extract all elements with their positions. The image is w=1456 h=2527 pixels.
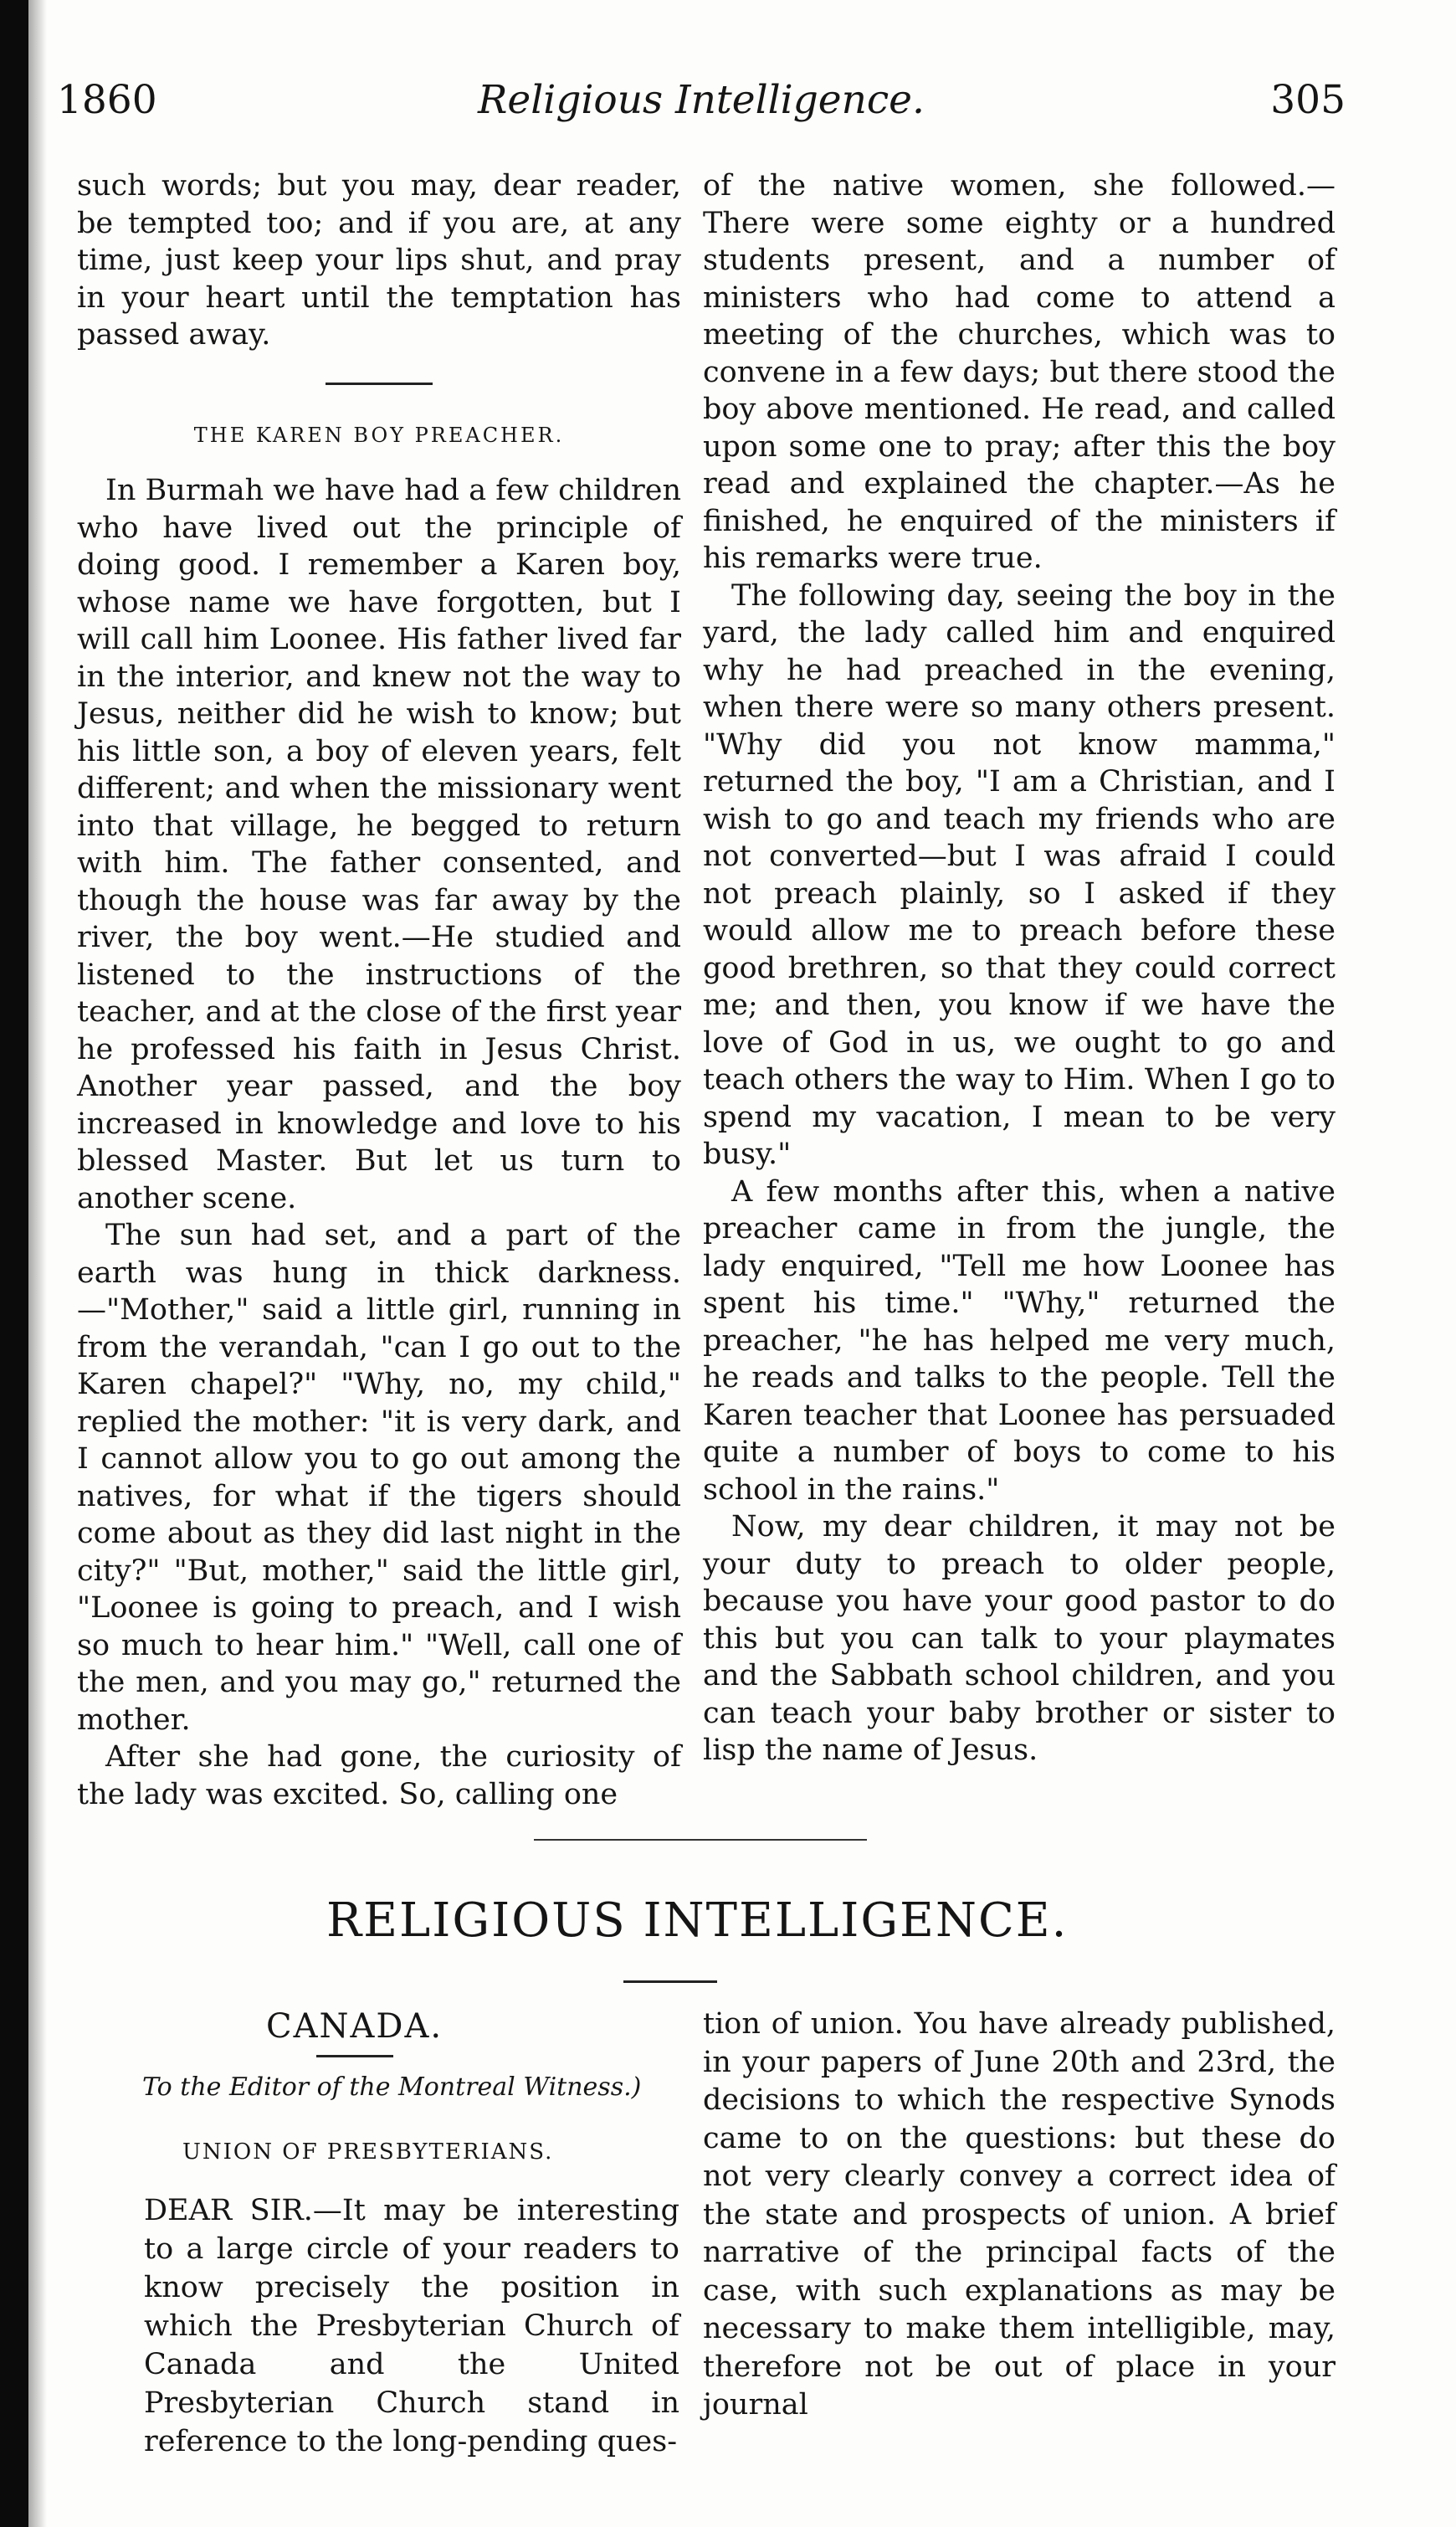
letter-paragraph-2: tion of union. You have already published, in your papers of June 20th and 23rd, the decisions to which the respective Synods came to on the questions: but these do not very clearly convey a correct idea of the state and prospects of union. A brief narrative of the principal facts of the case, with such explanations as may be necessary to make them intelligible, may, therefore not be out of place in your journal	[703, 2007, 1336, 2422]
section-heading: RELIGIOUS INTELLIGENCE.	[326, 1893, 1069, 1948]
binding-edge	[0, 0, 28, 2527]
header-running-title: Religious Intelligence.	[478, 77, 925, 123]
story-paragraph-4: of the native women, she followed.—There were some eighty or a hundred students present, and a number of ministers who had come to attend a meeting of the churches, which was to convene in a few days; but there stood the boy above mentioned. He read, and called upon some one to pray; after this the boy read and explained the chapter.—As he finished, he enquired of the ministers if his remarks were true.	[703, 169, 1336, 575]
separator-rule	[326, 383, 433, 385]
intro-paragraph: such words; but you may, dear reader, be tempted too; and if you are, at any time, just keep your lips shut, and pray in your heart until the temptation has passed away.	[77, 169, 681, 352]
story-paragraph-7: Now, my dear children, it may not be your duty to preach to older people, because you have your good pastor to do this but you can talk to your playmates and the Sabbath school children, and you can teach your baby brother or sister to lisp the name of Jesus.	[703, 1510, 1336, 1767]
story-paragraph-5: The following day, seeing the boy in the yard, the lady called him and enquired why he had preached in the evening, when there were so many others present. "Why did you not know mamma," returned the boy, "I am a Christian, and I wish to go and teach my friends who are not converted—but I was afraid I could not preach plainly, so I asked if they would allow me to preach before these good brethren, so that they could correct me; and then, you know if we have the love of God in us, we ought to go and teach others the way to Him. When I go to spend my vacation, I mean to be very busy."	[703, 578, 1336, 1171]
letter-paragraph-1: DEAR SIR.—It may be interesting to a large circle of your readers to know precisely the position in which the Presbyterian Church of Canada and the United Presbyterian Church stand in reference to the long-pending ques-	[144, 2194, 679, 2458]
union-heading: UNION OF PRESBYTERIANS.	[182, 2139, 554, 2165]
right-column	[703, 167, 1336, 1769]
section-divider-rule	[534, 1839, 867, 1841]
story-paragraph-2: The sun had set, and a part of the earth was hung in thick darkness.—"Mother," said a little girl, running in from the verandah, "can I go out to the Karen chapel?" "Why, no, my child," replied the mother: "it is very dark, and I cannot allow you to go out among the natives, for what if the tigers should come about as they did last night in the city?" "But, mother," said the little girl, "Loonee is going to preach, and I wish so much to hear him." "Well, call one of the men, and you may go," returned the mother.	[77, 1219, 681, 1737]
subheading-underline	[316, 2055, 393, 2057]
heading-underline	[623, 1980, 717, 1983]
story-paragraph-6: A few months after this, when a native preacher came in from the jungle, the lady enquired, "Tell me how Loonee has spent his time." "Why," returned the preacher, "he has helped me very much, he reads and talks to the people. Tell the Karen teacher that Loonee has persuaded quite a number of boys to come to his school in the rains."	[703, 1174, 1336, 1507]
letter-right-column	[703, 2006, 1336, 2425]
left-column	[77, 167, 681, 1813]
subheading-canada: CANADA.	[266, 2007, 443, 2046]
story-paragraph-1: In Burmah we have had a few children who have lived out the principle of doing good. I remember a Karen boy, whose name we have forgotten, but I will call him Loonee. His father lived far in the interior, and knew not the way to Jesus, neither did he wish to know; but his little son, a boy of eleven years, felt different; and when the missionary went into that village, he begged to return with him. The father consented, and though the house was far away by the river, the boy went.—He studied and listened to the instructions of the teacher, and at the close of the first year he professed his faith in Jesus Christ. Another year passed, and the boy increased in knowledge and love to his blessed Master. But let us turn to another scene.	[77, 474, 681, 1215]
story-paragraph-3: After she had gone, the curiosity of the lady was excited. So, calling one	[77, 1740, 681, 1811]
story-title: THE KAREN BOY PREACHER.	[193, 423, 565, 447]
page-header	[57, 77, 1346, 136]
binding-shadow	[28, 0, 47, 2527]
header-page-number: 305	[1270, 77, 1346, 123]
editor-address: To the Editor of the Montreal Witness.)	[142, 2072, 642, 2102]
letter-left-column	[144, 2191, 679, 2461]
header-year: 1860	[57, 77, 157, 123]
